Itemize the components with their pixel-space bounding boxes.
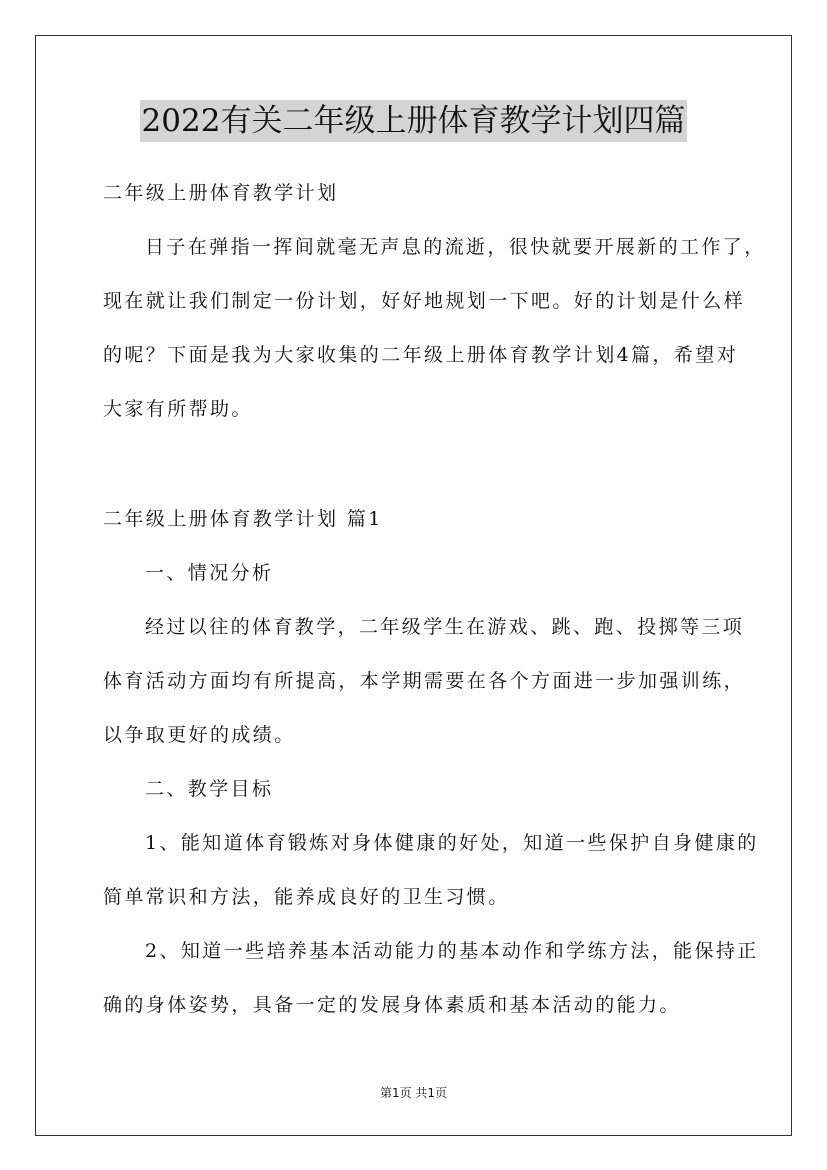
- paragraph-line: 经过以往的体育教学，二年级学生在游戏、跳、跑、投掷等三项: [145, 616, 745, 638]
- section-heading: 二年级上册体育教学计划 篇1: [103, 508, 383, 530]
- paragraph-line: 2、知道一些培养基本活动能力的基本动作和学练方法，能保持正: [145, 940, 759, 962]
- document-title: 2022有关二年级上册体育教学计划四篇: [140, 100, 688, 142]
- section-heading: 二年级上册体育教学计划: [103, 182, 339, 204]
- paragraph-line: 的呢？下面是我为大家收集的二年级上册体育教学计划4篇，希望对: [103, 344, 739, 366]
- paragraph-line: 以争取更好的成绩。: [103, 724, 296, 746]
- paragraph-line: 简单常识和方法，能养成良好的卫生习惯。: [103, 886, 510, 908]
- paragraph-line: 现在就让我们制定一份计划，好好地规划一下吧。好的计划是什么样: [103, 290, 746, 312]
- paragraph-line: 确的身体姿势，具备一定的发展身体素质和基本活动的能力。: [103, 994, 681, 1016]
- paragraph-line: 大家有所帮助。: [103, 398, 253, 420]
- page-footer: 第1页 共1页: [379, 1086, 448, 1100]
- subheading: 二、教学目标: [145, 778, 274, 800]
- title-wrap: [0, 100, 827, 142]
- subheading: 一、情况分析: [145, 562, 274, 584]
- paragraph-line: 1、能知道体育锻炼对身体健康的好处，知道一些保护自身健康的: [145, 832, 759, 854]
- paragraph-line: 体育活动方面均有所提高，本学期需要在各个方面进一步加强训练，: [103, 670, 746, 692]
- paragraph-line: 日子在弹指一挥间就毫无声息的流逝，很快就要开展新的工作了，: [145, 236, 766, 258]
